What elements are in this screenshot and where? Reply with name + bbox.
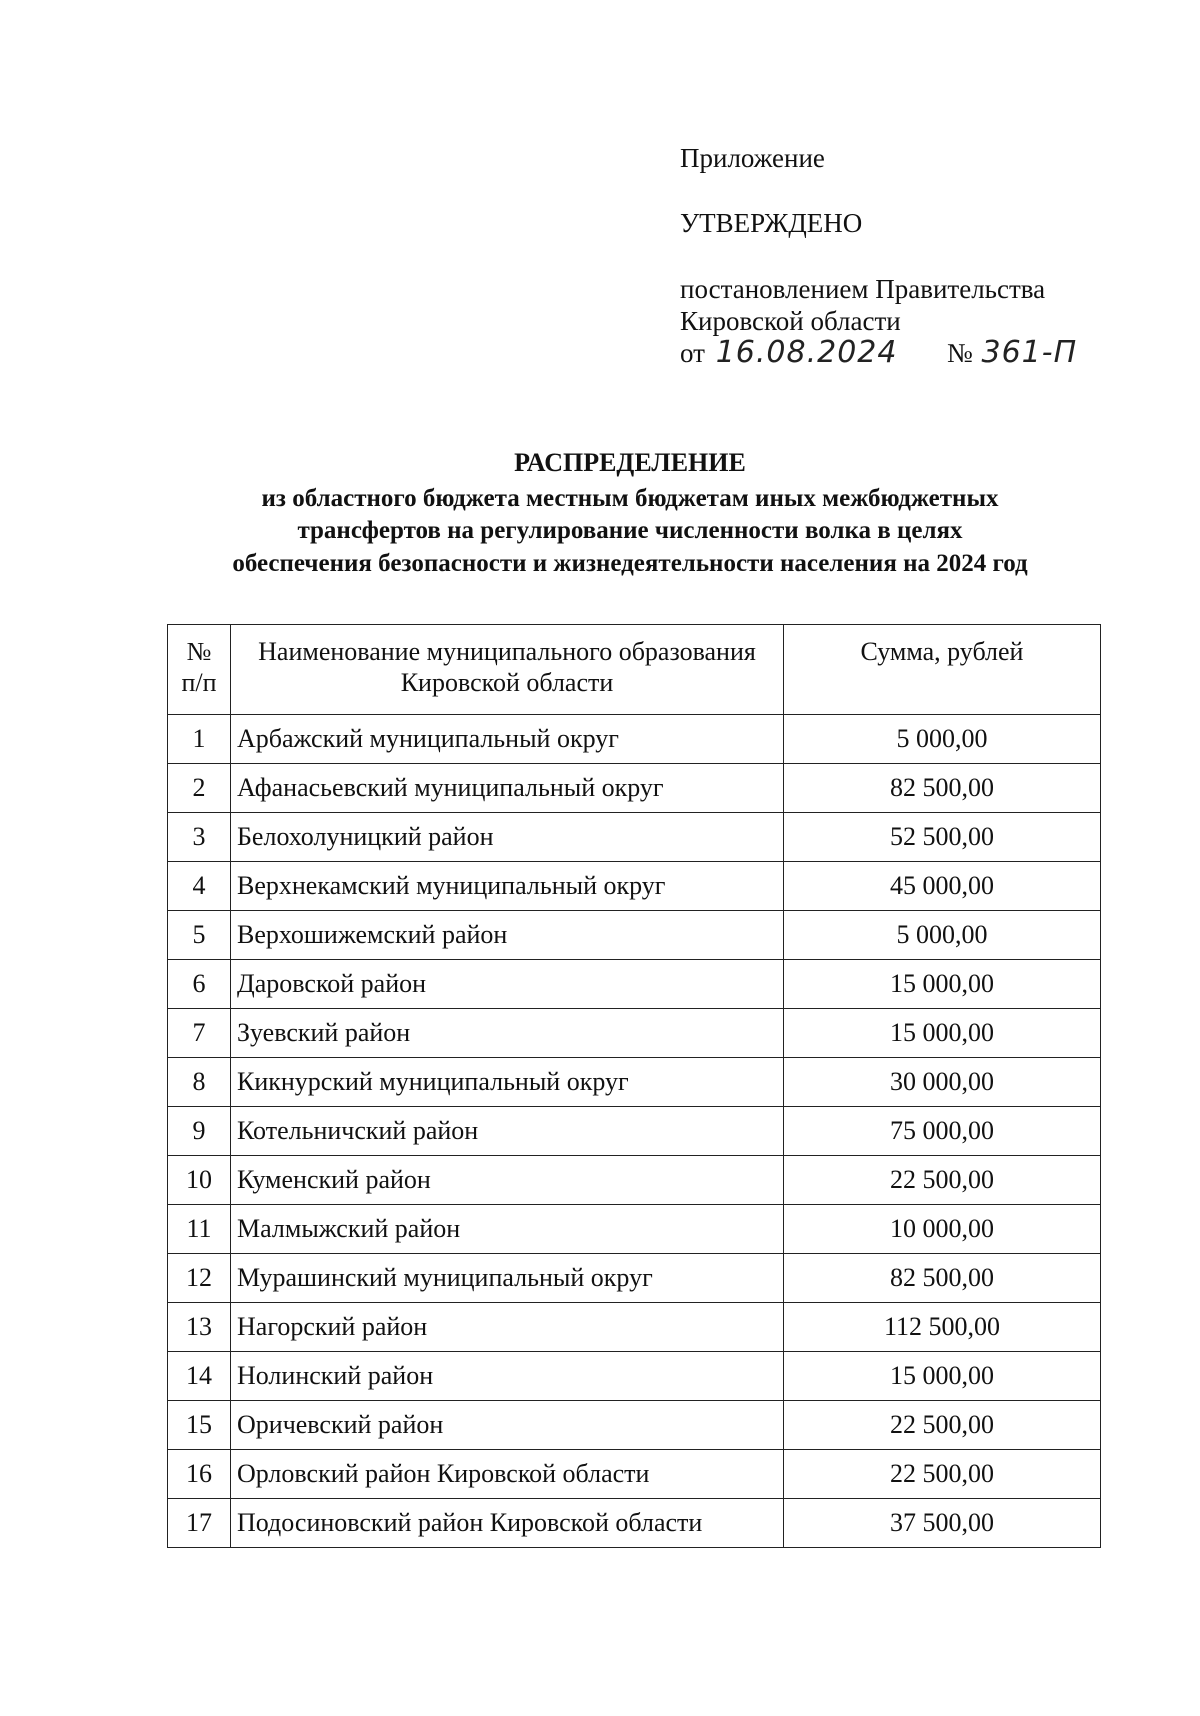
table-row [168, 813, 1101, 862]
row-number: 13 [168, 1303, 231, 1352]
municipality-name: Подосиновский район Кировской области [231, 1499, 784, 1548]
distribution-table [167, 624, 1101, 1548]
row-number: 8 [168, 1058, 231, 1107]
table-row [168, 1450, 1101, 1499]
municipality-name: Кикнурский муниципальный округ [231, 1058, 784, 1107]
table-row [168, 1107, 1101, 1156]
heading-subtitle-line-3: обеспечения безопасности и жизнедеятельности населения на 2024 год [232, 550, 1028, 577]
municipality-name: Нагорский район [231, 1303, 784, 1352]
table-row [168, 1303, 1101, 1352]
transfer-amount: 37 500,00 [784, 1499, 1101, 1548]
table-row [168, 1401, 1101, 1450]
transfer-amount: 15 000,00 [784, 960, 1101, 1009]
row-number: 7 [168, 1009, 231, 1058]
decree-line-1: постановлением Правительства [680, 274, 1046, 304]
municipality-name: Даровской район [231, 960, 784, 1009]
approved-label: УТВЕРЖДЕНО [680, 208, 863, 238]
row-number: 6 [168, 960, 231, 1009]
row-number: 10 [168, 1156, 231, 1205]
annex-title: Приложение [680, 143, 825, 173]
transfer-amount: 112 500,00 [784, 1303, 1101, 1352]
decree-line-2: Кировской области [680, 306, 901, 336]
transfer-amount: 52 500,00 [784, 813, 1101, 862]
row-number: 1 [168, 715, 231, 764]
municipality-name: Белохолуницкий район [231, 813, 784, 862]
transfer-amount: 22 500,00 [784, 1401, 1101, 1450]
table-header-row [168, 625, 1101, 715]
table-row [168, 1009, 1101, 1058]
row-number: 3 [168, 813, 231, 862]
document-heading: РАСПРЕДЕЛЕНИЕ [514, 448, 746, 477]
transfer-amount: 22 500,00 [784, 1450, 1101, 1499]
header-sum: Сумма, рублей [784, 625, 1101, 715]
municipality-name: Котельничский район [231, 1107, 784, 1156]
table-row [168, 1156, 1101, 1205]
municipality-name: Зуевский район [231, 1009, 784, 1058]
municipality-name: Куменский район [231, 1156, 784, 1205]
municipality-name: Афанасьевский муниципальный округ [231, 764, 784, 813]
transfer-amount: 5 000,00 [784, 715, 1101, 764]
transfer-amount: 82 500,00 [784, 764, 1101, 813]
date-prefix: от [680, 338, 705, 368]
table-row [168, 1499, 1101, 1548]
row-number: 2 [168, 764, 231, 813]
row-number: 16 [168, 1450, 231, 1499]
municipality-name: Верхошижемский район [231, 911, 784, 960]
table-row [168, 715, 1101, 764]
row-number: 4 [168, 862, 231, 911]
transfer-amount: 15 000,00 [784, 1352, 1101, 1401]
municipality-name: Оричевский район [231, 1401, 784, 1450]
transfer-amount: 15 000,00 [784, 1009, 1101, 1058]
municipality-name: Нолинский район [231, 1352, 784, 1401]
table-row [168, 862, 1101, 911]
table-row [168, 1058, 1101, 1107]
table-row [168, 911, 1101, 960]
row-number: 17 [168, 1499, 231, 1548]
municipality-name: Малмыжский район [231, 1205, 784, 1254]
row-number: 11 [168, 1205, 231, 1254]
municipality-name: Орловский район Кировской области [231, 1450, 784, 1499]
header-number-abbr: п/п [181, 668, 217, 697]
table-row [168, 1254, 1101, 1303]
heading-subtitle-line-2: трансфертов на регулирование численности волка в целях [297, 517, 963, 544]
table-row [168, 764, 1101, 813]
number-prefix: № [946, 338, 973, 368]
transfer-amount: 75 000,00 [784, 1107, 1101, 1156]
header-municipality-line-1: Наименование муниципального образования [258, 637, 756, 666]
table-row [168, 1205, 1101, 1254]
transfer-amount: 22 500,00 [784, 1156, 1101, 1205]
row-number: 5 [168, 911, 231, 960]
municipality-name: Арбажский муниципальный округ [231, 715, 784, 764]
decree-date-number [680, 337, 1077, 369]
municipality-name: Мурашинский муниципальный округ [231, 1254, 784, 1303]
row-number: 12 [168, 1254, 231, 1303]
header-number [168, 625, 231, 715]
heading-subtitle-line-1: из областного бюджета местным бюджетам иных межбюджетных [261, 485, 999, 512]
row-number: 15 [168, 1401, 231, 1450]
transfer-amount: 45 000,00 [784, 862, 1101, 911]
row-number: 14 [168, 1352, 231, 1401]
decree-reference [680, 273, 1045, 337]
transfer-amount: 5 000,00 [784, 911, 1101, 960]
table-row [168, 1352, 1101, 1401]
municipality-name: Верхнекамский муниципальный округ [231, 862, 784, 911]
table-row [168, 960, 1101, 1009]
handwritten-number: 361-П [981, 335, 1078, 370]
header-municipality [231, 625, 784, 715]
transfer-amount: 82 500,00 [784, 1254, 1101, 1303]
transfer-amount: 30 000,00 [784, 1058, 1101, 1107]
header-municipality-line-2: Кировской области [400, 668, 614, 697]
handwritten-date: 16.08.2024 [715, 335, 898, 370]
table-body [168, 715, 1101, 1548]
row-number: 9 [168, 1107, 231, 1156]
header-number-symbol: № [186, 637, 212, 666]
transfer-amount: 10 000,00 [784, 1205, 1101, 1254]
